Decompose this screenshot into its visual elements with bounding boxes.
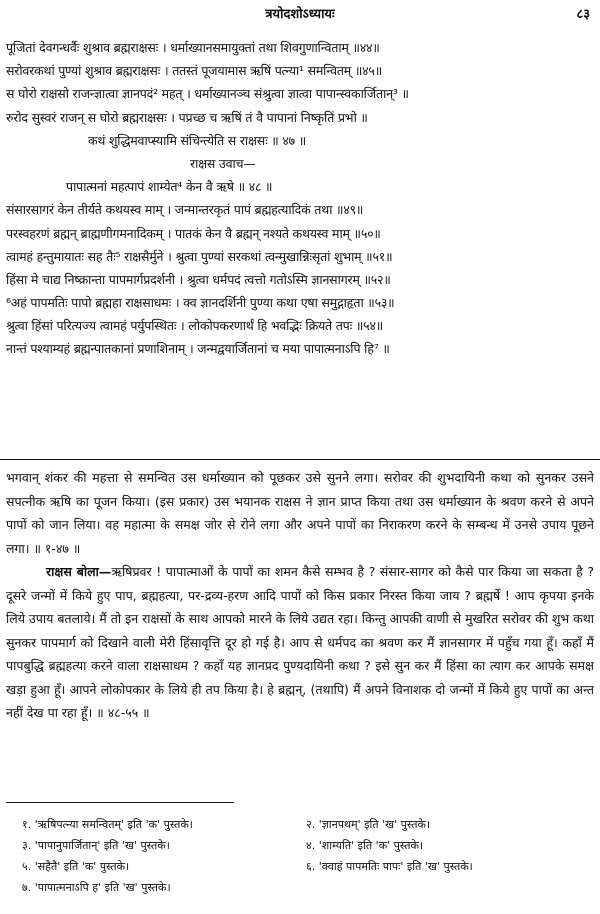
verse-line: संसारसागरं केन तीर्यते कथयस्व माम् । जन्मान्तरकृतं पापं ब्रह्महत्यादिकं तथा ॥४९॥ <box>6 202 364 218</box>
verse-line: ⁶अहं पापमतिः पापो ब्रह्महा राक्षसाधमः । क्व ज्ञानदर्शिनी पुण्या कथा एषा समुद्गाहृता ॥५३॥ <box>6 295 395 311</box>
verse-line: त्वामहं हन्तुमायातः सह तैः⁵ राक्षसैर्मुने । श्रुत्वा पुण्यां सरकथां त्वन्मुखान्निःसृतां शुभाम् ॥५१॥ <box>6 248 393 264</box>
verse-line: रुरोद सुस्वरं राजन् स घोरो ब्रह्मराक्षसः । पप्रच्छ च ऋषिं तं वै पापानां निष्कृतिं प्रभो ॥ <box>6 109 368 125</box>
verse-line: श्रुत्वा हिंसां परित्यज्य त्वामहं पर्युपस्थितः । लोकोपकरणार्थं हि भवद्भिः क्रियते तपः ॥५४॥ <box>6 318 384 334</box>
page-number: ८३ <box>576 7 590 22</box>
verse-line: कथं शुद्धिमवाप्स्यामि संचिन्त्येति स राक्षसः ॥ ४७ ॥ <box>88 132 307 148</box>
footnote-row <box>22 877 582 898</box>
verse-line: नान्तं पश्याम्यहं ब्रह्मन्पातकानां प्रणाशिनाम् । जन्मद्वयार्जितानां च मया पापात्मनाऽपि हि⁷ ॥ <box>6 341 390 357</box>
footnote: २. 'ज्ञानपथम्' इति 'ख' पुस्तके। <box>306 818 431 831</box>
footnote: ६. 'क्वाहं पापमतिः पापः' इति 'ख' पुस्तके। <box>306 860 473 873</box>
verse-line: पापात्मनां महत्पापं शाम्येत⁴ केन वै ऋषे ॥ ४८ ॥ <box>66 179 273 195</box>
verse-line: हिंसा मे चाद्य निष्क्रान्ता पापमार्गप्रदर्शनी । श्रुत्वा धर्मपदं त्वत्तो गतोऽस्मि ज्ञानसागरम् ॥५२॥ <box>6 271 391 287</box>
footnote-divider <box>6 802 234 803</box>
footnote: ७. 'पापात्मनाऽपि ह' इति 'ख' पुस्तके। <box>22 881 171 894</box>
hindi-translation <box>6 466 594 725</box>
footnotes <box>22 814 582 898</box>
chapter-title: त्रयोदशोऽध्यायः <box>265 7 335 22</box>
verse-line: स घोरो राक्षसो राजन्ज्ञात्वा ज्ञानपदं² महत् । धर्माख्यानञ्च संश्रुत्वा ज्ञात्वा पापान्स्वकार्जितान्³ ॥ <box>6 86 409 102</box>
footnote-row <box>22 814 582 835</box>
translation-paragraph: भगवान् शंकर की महत्ता से समन्वित उस धर्माख्यान को पूछकर उसे सुनने लगा। सरोवर की शुभदायिनी कथा को सुनकर उसने सपत्नीक ऋषि का पूजन किया। (इस प्रकार) उस भयानक राक्षस ने ज्ञान प्राप्त किया तथा उस धर्माख्यान के श्रवण करने से अपने पापों को जान लिया। वह महात्मा के समक्ष जोर से रोने लगा और अपने पापों का निराकरण करने के सम्बन्ध में उनसे उपाय पूछने लगा। ॥ १-४७ ॥ <box>6 470 594 556</box>
speaker-label: राक्षस बोला— <box>46 564 112 579</box>
section-divider <box>0 459 600 460</box>
footnote: ३. 'पापानुपार्जितान्' इति 'ख' पुस्तके। <box>22 839 170 852</box>
footnote: ५. 'सहैतै' इति 'क' पुस्तके। <box>22 860 130 873</box>
footnote-row <box>22 835 582 856</box>
speaker-heading: राक्षस उवाच— <box>190 155 256 171</box>
footnote: १. 'ऋषिपत्न्या समन्वितम्' इति 'क' पुस्तके। <box>22 818 193 831</box>
footnote-row <box>22 856 582 877</box>
footnote: ४. 'शाम्यति' इति 'क' पुस्तके। <box>306 839 424 852</box>
verse-line: परस्वहरणं ब्रह्मन् ब्राह्मणीगमनादिकम् । पातकं केन वै ब्रह्मन् नश्यते कथयस्व माम् ॥५०॥ <box>6 225 381 241</box>
verse-line: सरोवरकथां पुण्यां शुश्राव ब्रह्मराक्षसः । ततस्तं पूजयामास ऋषिं पत्न्या¹ समन्वितम् ॥४५॥ <box>6 63 382 79</box>
page-header <box>0 4 600 26</box>
translation-text: ऋषिप्रवर ! पापात्माओं के पापों का शमन कैसे सम्भव है ? संसार-सागर को कैसे पार किया जा सकता है ? दूसरे जन्मों में किये हुए पाप, ब्रह्महत्या, पर-द्रव्य-हरण आदि पापों को किस प्रकार निरस्त किया जाय ? ब्रह्मर्षे ! आप कृपया इनके लिये उपाय बतलाये। मैं तो इन राक्षसों के साथ आपको मारने के लिये उद्यत रहा। किन्तु आपकी वाणी से मुखरित सरोवर की शुभ कथा सुनकर पापमार्ग को दिखाने वाली मेरी हिंसावृत्ति दूर हो गई है। आप से धर्मपद का श्रवण कर मैं ज्ञानसागर में पहुँच गया हूँ। कहाँ मैं पापबुद्धि ब्रह्महत्या करने वाला राक्षसाधम ? कहाँ यह ज्ञानप्रद पुण्यदायिनी कथा ? इसे सुन कर मैं हिंसा का त्याग कर आपके समक्ष खड़ा हुआ हूँ। आपने लोकोपकार के लिये ही तप किया है। हे ब्रह्मन्, (तथापि) मैं अपने विनाशक दो जन्मों में किये हुए पापों का अन्त नहीं देख पा रहा हूँ। ॥ ४८-५५ ॥ <box>6 564 594 720</box>
translation-paragraph <box>6 560 594 725</box>
sanskrit-verses <box>6 36 594 361</box>
verse-line: पूजितां देवगन्धर्वैः शुश्राव ब्रह्मराक्षसः । धर्माख्यानसमायुक्तां तथा शिवगुणान्विताम् ॥४४॥ <box>6 40 380 55</box>
